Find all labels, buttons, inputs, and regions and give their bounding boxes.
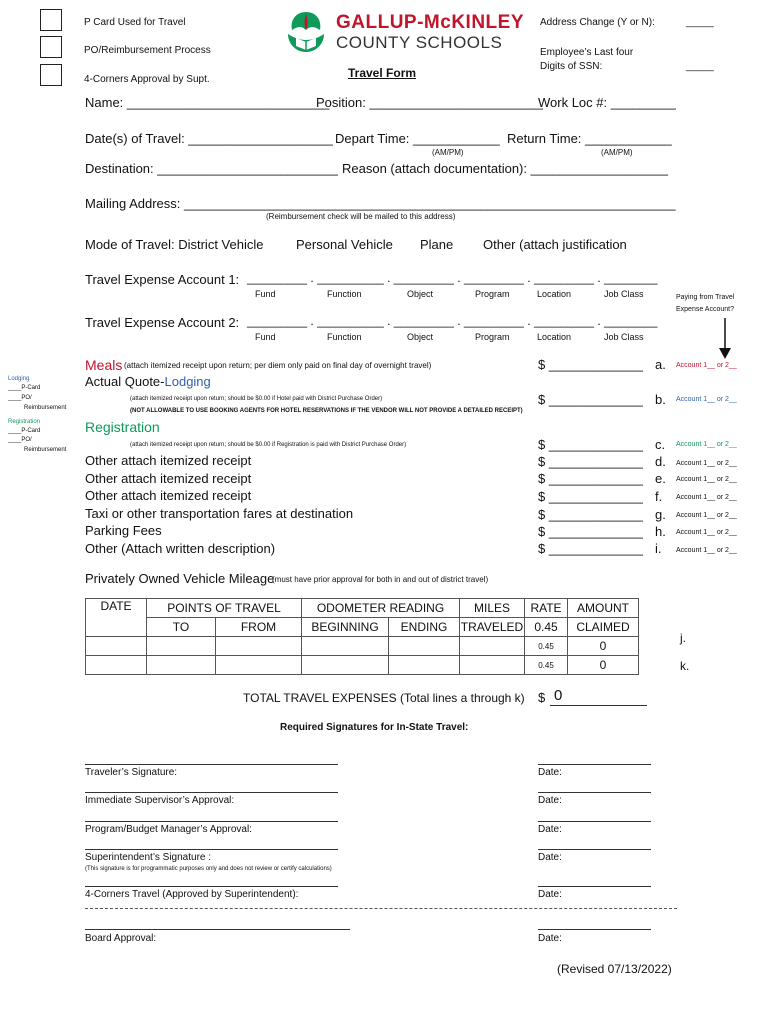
acct1-col-jobclass: Job Class (604, 289, 644, 299)
supervisor-date-line[interactable] (538, 792, 651, 793)
district-logo-icon (282, 8, 330, 56)
letter-f: f. (655, 489, 663, 504)
four-corners-date-line[interactable] (538, 886, 651, 887)
total-label: TOTAL TRAVEL EXPENSES (Total lines a through k) (243, 691, 525, 705)
board-date-line[interactable] (538, 929, 651, 930)
col-odometer-header: ODOMETER READING (302, 599, 460, 618)
other-receipt-1: Other attach itemized receipt (85, 453, 252, 468)
col-claimed-header: CLAIMED (568, 618, 639, 637)
budget-signature-line[interactable] (85, 821, 338, 822)
legend-registration-pcard[interactable]: ____P-Card (8, 428, 41, 434)
traveler-date-label: Date: (538, 767, 562, 778)
four-corners-signature-label: 4-Corners Travel (Approved by Superintendent): (85, 889, 299, 900)
col-date-header: DATE (86, 599, 147, 637)
po-reimbursement-label: PO/Reimbursement Process (84, 45, 211, 56)
amount-d-field[interactable]: $ _____________ (538, 454, 643, 469)
supervisor-signature-line[interactable] (85, 792, 338, 793)
taxi-fares-label: Taxi or other transportation fares at destination (85, 506, 354, 521)
superintendent-signature-line[interactable] (85, 849, 338, 850)
work-location-field[interactable]: Work Loc #: _________ (538, 95, 676, 110)
four-corners-signature-line[interactable] (85, 886, 338, 887)
signatures-heading: Required Signatures for In-State Travel: (280, 722, 469, 733)
acct2-col-function: Function (327, 332, 362, 342)
four-corners-label: 4-Corners Approval by Supt. (84, 74, 210, 85)
superintendent-date-label: Date: (538, 852, 562, 863)
row1-to[interactable] (147, 637, 216, 656)
acct2-col-object: Object (407, 332, 434, 342)
row2-rate: 0.45 (525, 656, 568, 675)
mileage-heading: Privately Owned Vehicle Mileage (85, 571, 275, 586)
pcard-label: P Card Used for Travel (84, 17, 186, 28)
acct1-col-function: Function (327, 289, 362, 299)
parking-fees-label: Parking Fees (85, 523, 162, 538)
letter-h: h. (655, 524, 666, 539)
row1-miles[interactable] (460, 637, 525, 656)
amount-f-field[interactable]: $ _____________ (538, 489, 643, 504)
letter-b: b. (655, 392, 666, 407)
registration-note: (attach itemized receipt upon return; should be $0.00 if Registration is paid with District Purchase Order) (130, 442, 407, 448)
pcard-checkbox[interactable] (40, 9, 62, 31)
meals-label: Meals (85, 357, 123, 373)
letter-d: d. (655, 454, 666, 469)
budget-signature-label: Program/Budget Manager’s Approval: (85, 824, 252, 835)
row2-to[interactable] (147, 656, 216, 675)
expense-account-1-blanks[interactable]: _________ . __________ . _________ . _________ . _________ . ________ (247, 271, 658, 285)
board-date-label: Date: (538, 933, 562, 944)
legend-lodging-pcard[interactable]: ____P-Card (8, 385, 41, 391)
address-change-label: Address Change (Y or N): (540, 17, 655, 28)
legend-registration: Registration (8, 419, 41, 425)
acct1-col-object: Object (407, 289, 434, 299)
other-written-label: Other (Attach written description) (85, 541, 276, 556)
expense-account-1-label: Travel Expense Account 1: (85, 272, 240, 287)
supervisor-signature-label: Immediate Supervisor’s Approval: (85, 795, 235, 806)
account-choice-d[interactable]: Account 1__ or 2__ (676, 460, 737, 467)
col-rate-value: 0.45 (525, 618, 568, 637)
ssn-blank[interactable]: _____ (686, 61, 714, 72)
travel-dates-field[interactable]: Date(s) of Travel: ____________________ (85, 131, 333, 146)
account-choice-b[interactable]: Account 1__ or 2__ (676, 396, 737, 403)
board-approval-label: Board Approval: (85, 933, 157, 944)
acct1-col-fund: Fund (255, 289, 276, 299)
letter-k: k. (680, 659, 690, 673)
row2-from[interactable] (216, 656, 302, 675)
legend-registration-reimbursement: Reimbursement (24, 447, 67, 453)
letter-a: a. (655, 357, 666, 372)
actual-quote-label (85, 374, 211, 389)
account-choice-i[interactable]: Account 1__ or 2__ (676, 547, 737, 554)
mileage-note: (must have prior approval for both in and out of district travel) (272, 575, 489, 584)
actual-quote-prefix: Actual Quote- (85, 374, 165, 389)
total-underline (550, 705, 647, 706)
account-choice-e[interactable]: Account 1__ or 2__ (676, 476, 737, 483)
letter-i: i. (655, 541, 662, 556)
down-arrow-icon (718, 318, 732, 360)
ssn-label-line1: Employee’s Last four (540, 47, 634, 58)
traveler-signature-label: Traveler’s Signature: (85, 767, 178, 778)
account-choice-c[interactable]: Account 1__ or 2__ (676, 441, 737, 448)
account-choice-f[interactable]: Account 1__ or 2__ (676, 494, 737, 501)
form-title: Travel Form (348, 66, 417, 80)
col-rate-header: RATE (525, 599, 568, 618)
acct2-col-location: Location (537, 332, 572, 342)
col-points-header: POINTS OF TRAVEL (147, 599, 302, 618)
budget-date-line[interactable] (538, 821, 651, 822)
row1-date[interactable] (86, 637, 147, 656)
legend-lodging-reimbursement: Reimbursement (24, 405, 67, 411)
letter-j: j. (680, 631, 686, 645)
col-traveled-header: TRAVELED (460, 618, 525, 637)
row2-ending[interactable] (389, 656, 460, 675)
amount-h-field[interactable]: $ _____________ (538, 524, 643, 539)
acct2-col-jobclass: Job Class (604, 332, 644, 342)
col-to-header: TO (147, 618, 216, 637)
lodging-warning: (NOT ALLOWABLE TO USE BOOKING AGENTS FOR HOTEL RESERVATIONS IF THE VENDOR WILL NOT PROVIDE A DETAILED RECEIPT) (130, 408, 523, 414)
address-change-blank[interactable]: _____ (686, 17, 714, 28)
row2-beginning[interactable] (302, 656, 389, 675)
letter-c: c. (655, 437, 666, 452)
superintendent-date-line[interactable] (538, 849, 651, 850)
other-receipt-3: Other attach itemized receipt (85, 488, 252, 503)
acct2-col-fund: Fund (255, 332, 276, 342)
amount-c-field[interactable]: $ _____________ (538, 437, 643, 452)
board-signature-line[interactable] (85, 929, 350, 930)
letter-g: g. (655, 507, 666, 522)
position-field[interactable]: Position: ________________________ (316, 95, 543, 110)
paying-from-label-1: Paying from Travel (676, 294, 735, 301)
legend-lodging: Lodging (8, 376, 30, 382)
supervisor-date-label: Date: (538, 795, 562, 806)
total-dollar-sign: $ (538, 690, 546, 705)
mode-other[interactable]: Other (attach justification (483, 237, 627, 252)
row1-from[interactable] (216, 637, 302, 656)
mode-personal-vehicle[interactable]: Personal Vehicle (296, 237, 393, 252)
superintendent-signature-label: Superintendent’s Signature : (85, 852, 212, 863)
traveler-signature-line[interactable] (85, 764, 338, 765)
expense-account-2-label: Travel Expense Account 2: (85, 315, 240, 330)
col-beginning-header: BEGINNING (302, 618, 389, 637)
four-corners-checkbox[interactable] (40, 64, 62, 86)
registration-label: Registration (85, 419, 160, 435)
budget-date-label: Date: (538, 824, 562, 835)
paying-from-label-2: Expense Account? (676, 306, 734, 313)
row2-date[interactable] (86, 656, 147, 675)
row2-amount: 0 (568, 656, 639, 675)
superintendent-note: (This signature is for programmatic purposes only and does not review or certify calculations) (85, 866, 332, 872)
col-amount-header: AMOUNT (568, 599, 639, 618)
row1-ending[interactable] (389, 637, 460, 656)
col-ending-header: ENDING (389, 618, 460, 637)
acct1-col-location: Location (537, 289, 572, 299)
amount-e-field[interactable]: $ _____________ (538, 471, 643, 486)
po-reimbursement-checkbox[interactable] (40, 36, 62, 58)
legend-registration-po[interactable]: ____PO/ (8, 437, 32, 443)
return-time-field[interactable]: Return Time: ____________ (507, 131, 672, 146)
ssn-label-line2: Digits of SSN: (540, 61, 603, 72)
row1-beginning[interactable] (302, 637, 389, 656)
amount-a-field[interactable]: $ _____________ (538, 357, 643, 372)
section-divider (85, 908, 677, 909)
acct1-col-program: Program (475, 289, 510, 299)
col-from-header: FROM (216, 618, 302, 637)
lodging-label: Lodging (164, 374, 211, 389)
depart-ampm-hint: (AM/PM) (432, 148, 464, 157)
total-value: 0 (554, 687, 563, 704)
row1-amount: 0 (568, 637, 639, 656)
four-corners-date-label: Date: (538, 889, 562, 900)
other-receipt-2: Other attach itemized receipt (85, 471, 252, 486)
mileage-table (85, 598, 639, 675)
col-miles-header: MILES (460, 599, 525, 618)
reason-field[interactable]: Reason (attach documentation): ___________________ (342, 161, 668, 176)
revision-date: (Revised 07/13/2022) (557, 962, 672, 976)
mailing-address-note: (Reimbursement check will be mailed to this address) (266, 212, 456, 221)
name-field[interactable]: Name: ____________________________ (85, 95, 330, 110)
return-ampm-hint: (AM/PM) (601, 148, 633, 157)
amount-b-field[interactable]: $ _____________ (538, 392, 643, 407)
destination-field[interactable]: Destination: _________________________ (85, 161, 339, 176)
lodging-note: (attach itemized receipt upon return; should be $0.00 if Hotel paid with District Purchase Order) (130, 396, 383, 402)
row1-rate: 0.45 (525, 637, 568, 656)
row2-miles[interactable] (460, 656, 525, 675)
legend-lodging-po[interactable]: ____PO/ (8, 395, 32, 401)
account-choice-a[interactable]: Account 1__ or 2__ (676, 362, 737, 369)
logo-title-line1: GALLUP-McKINLEY (336, 12, 524, 33)
depart-time-field[interactable]: Depart Time: ____________ (335, 131, 500, 146)
mode-plane[interactable]: Plane (420, 237, 454, 252)
letter-e: e. (655, 471, 666, 486)
amount-g-field[interactable]: $ _____________ (538, 507, 643, 522)
expense-account-2-blanks[interactable]: _________ . __________ . _________ . _________ . _________ . ________ (247, 314, 658, 328)
mileage-row (86, 637, 639, 656)
meals-note: (attach itemized receipt upon return; per diem only paid on final day of overnight travel) (124, 361, 432, 370)
mailing-address-field[interactable]: Mailing Address: ____________________________________________________________________ (85, 196, 676, 211)
mileage-row (86, 656, 639, 675)
account-choice-g[interactable]: Account 1__ or 2__ (676, 512, 737, 519)
amount-i-field[interactable]: $ _____________ (538, 541, 643, 556)
account-choice-h[interactable]: Account 1__ or 2__ (676, 529, 737, 536)
logo-title-line2: COUNTY SCHOOLS (336, 33, 503, 52)
acct2-col-program: Program (475, 332, 510, 342)
traveler-date-line[interactable] (538, 764, 651, 765)
mode-of-travel-district-vehicle[interactable]: Mode of Travel: District Vehicle (85, 237, 264, 252)
